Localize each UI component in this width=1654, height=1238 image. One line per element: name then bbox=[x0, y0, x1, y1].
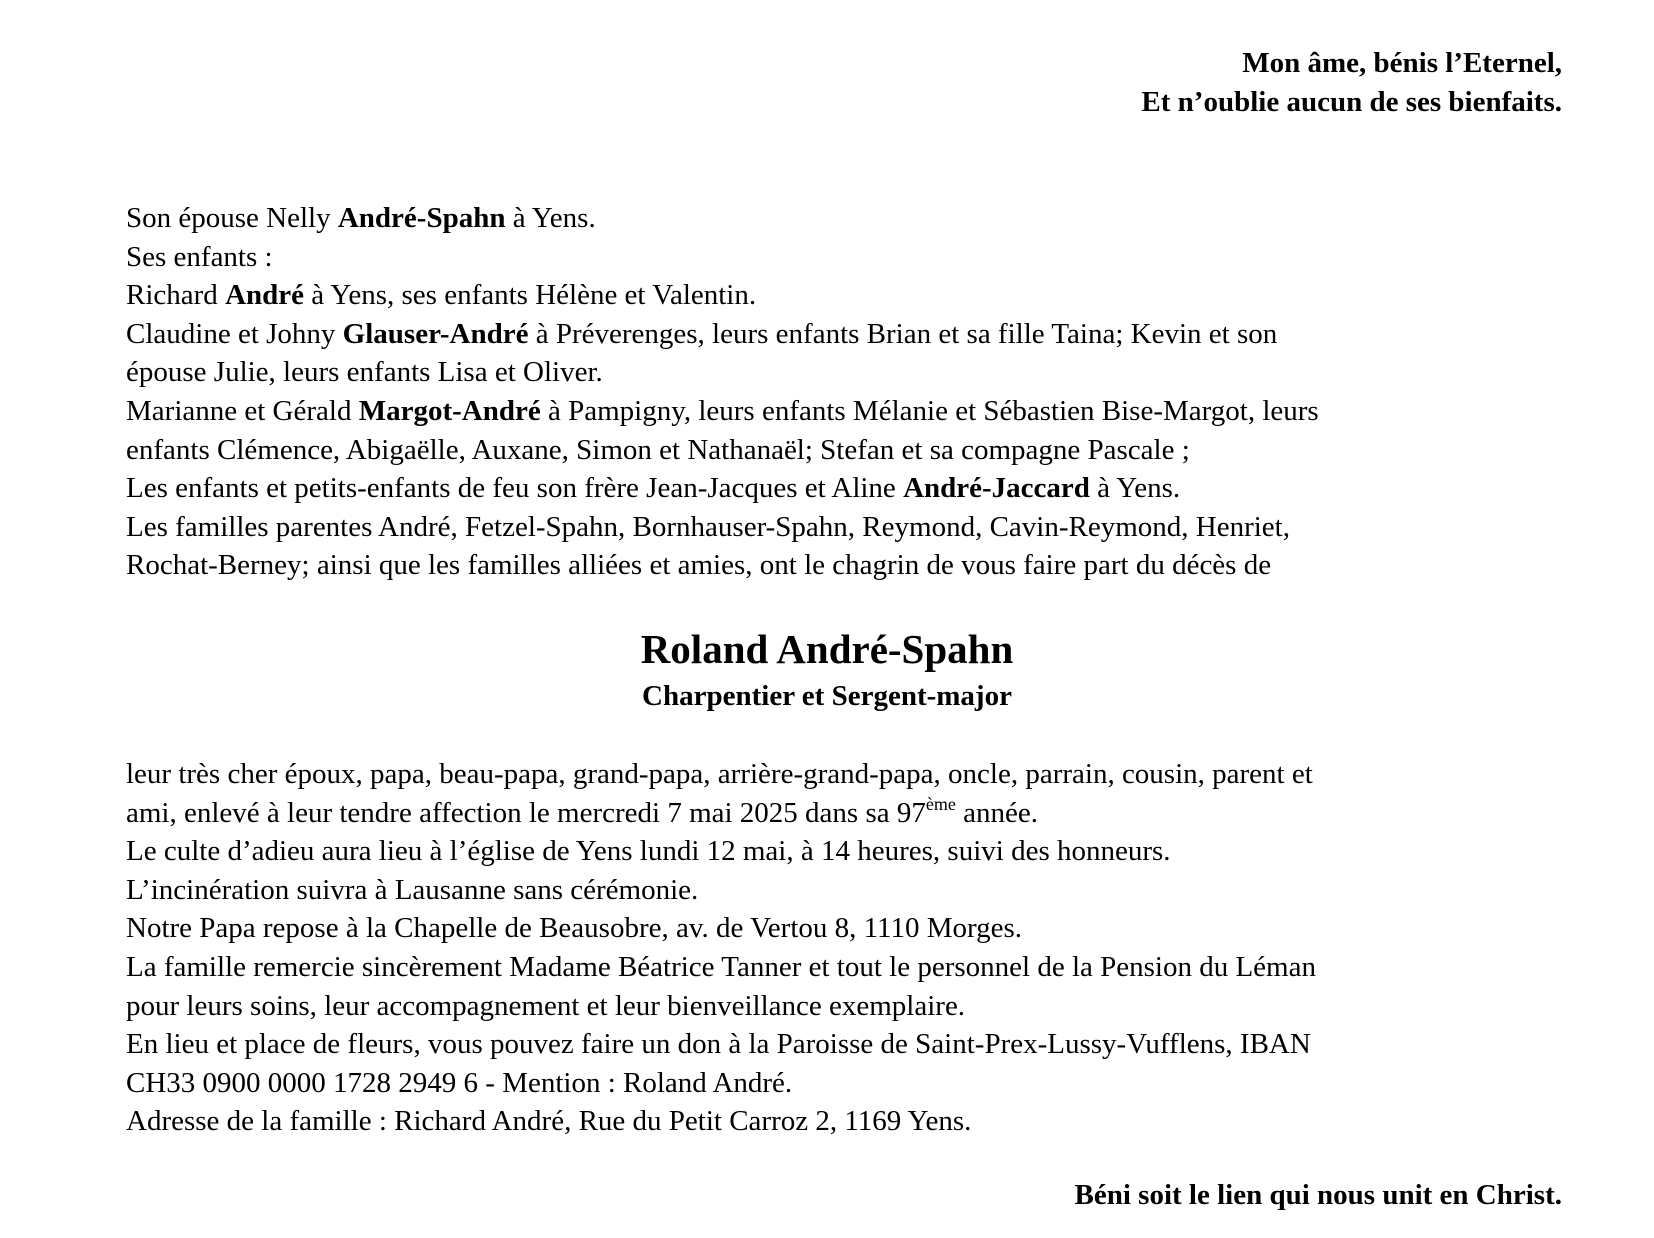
brother-family-line bbox=[126, 469, 1566, 508]
child-line-3-cont: enfants Clémence, Abigaëlle, Auxane, Simon et Nathanaël; Stefan et sa compagne Pascale ; bbox=[126, 433, 1190, 466]
thanks-line-cont: pour leurs soins, leur accompagnement et leur bienveillance exemplaire. bbox=[126, 989, 966, 1022]
related-families-line: Les familles parentes André, Fetzel-Spahn, Bornhauser-Spahn, Reymond, Cavin-Reymond, Henriet, bbox=[126, 510, 1290, 543]
family-name: André bbox=[225, 279, 305, 312]
deceased-title: Charpentier et Sergent-major bbox=[642, 680, 1012, 712]
text-segment: à Yens, ses enfants Hélène et Valentin. bbox=[304, 279, 757, 312]
children-heading: Ses enfants : bbox=[126, 240, 273, 273]
details-line-2 bbox=[126, 794, 1566, 833]
text-segment: Marianne et Gérald bbox=[126, 394, 359, 427]
text-segment: Son épouse Nelly bbox=[126, 202, 338, 234]
text-segment: année. bbox=[955, 796, 1038, 829]
spouse-line bbox=[126, 199, 1566, 238]
text-segment: à Préverenges, leurs enfants Brian et sa fille Taina; Kevin et son bbox=[528, 317, 1278, 350]
family-name: Glauser-André bbox=[342, 317, 529, 350]
text-segment: à Yens. bbox=[1089, 472, 1181, 505]
child-line-3 bbox=[126, 392, 1566, 431]
text-segment: à Yens. bbox=[505, 202, 596, 234]
child-line-2 bbox=[126, 315, 1566, 354]
cremation-line: L’incinération suivra à Lausanne sans cérémonie. bbox=[126, 873, 699, 906]
service-line: Le culte d’adieu aura lieu à l’église de Yens lundi 12 mai, à 14 heures, suivi des honneurs. bbox=[126, 835, 1171, 868]
chapel-line: Notre Papa repose à la Chapelle de Beausobre, av. de Vertou 8, 1110 Morges. bbox=[126, 912, 1023, 945]
family-announcement bbox=[126, 199, 1566, 585]
closing-verse: Béni soit le lien qui nous unit en Christ. bbox=[1074, 1179, 1562, 1211]
related-families-line-cont: Rochat-Berney; ainsi que les familles alliées et amies, ont le chagrin de vous faire part du décès de bbox=[126, 549, 1272, 582]
ordinal-superscript: ème bbox=[925, 793, 956, 814]
family-address-line: Adresse de la famille : Richard André, Rue du Petit Carroz 2, 1169 Yens. bbox=[126, 1105, 972, 1138]
deceased-name: Roland André-Spahn bbox=[640, 626, 1014, 672]
opening-verse bbox=[1141, 44, 1562, 122]
family-name: André-Spahn bbox=[337, 202, 506, 234]
text-segment: Richard bbox=[126, 279, 226, 312]
text-segment: Claudine et Johny bbox=[126, 317, 343, 350]
child-line-2-cont: épouse Julie, leurs enfants Lisa et Oliver. bbox=[126, 356, 603, 389]
funeral-details bbox=[126, 755, 1566, 1141]
verse-line-1: Mon âme, bénis l’Eternel, bbox=[1242, 47, 1562, 79]
child-line-1 bbox=[126, 276, 1566, 315]
verse-line-2: Et n’oublie aucun de ses bienfaits. bbox=[1141, 86, 1562, 118]
iban-line: CH33 0900 0000 1728 2949 6 - Mention : Roland André. bbox=[126, 1066, 793, 1099]
family-name: Margot-André bbox=[358, 394, 541, 427]
donation-line: En lieu et place de fleurs, vous pouvez faire un don à la Paroisse de Saint-Prex-Lussy-Vufflens, IBAN bbox=[126, 1028, 1311, 1061]
text-segment: à Pampigny, leurs enfants Mélanie et Sébastien Bise-Margot, leurs bbox=[540, 394, 1319, 427]
thanks-line: La famille remercie sincèrement Madame Béatrice Tanner et tout le personnel de la Pension du Léman bbox=[126, 950, 1316, 983]
text-segment: ami, enlevé à leur tendre affection le mercredi 7 mai 2025 dans sa 97 bbox=[126, 796, 926, 829]
family-name: André-Jaccard bbox=[903, 472, 1090, 505]
details-line-1: leur très cher époux, papa, beau-papa, grand-papa, arrière-grand-papa, oncle, parrain, cousin, parent et bbox=[126, 758, 1313, 790]
text-segment: Les enfants et petits-enfants de feu son frère Jean-Jacques et Aline bbox=[126, 472, 904, 505]
